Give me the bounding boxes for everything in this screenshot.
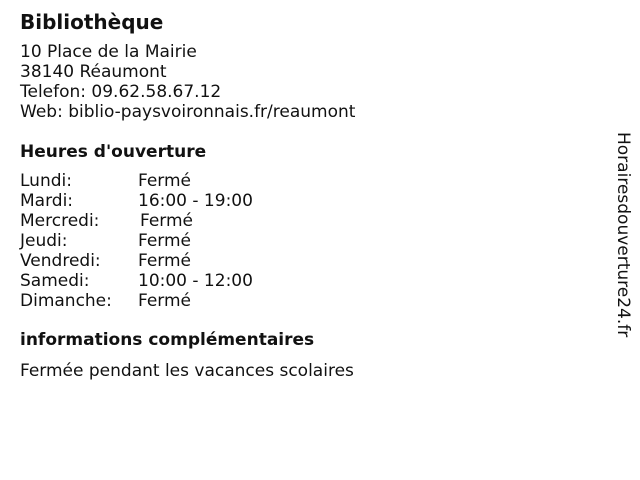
- day-hours: Fermé: [138, 171, 192, 191]
- hours-heading: Heures d'ouverture: [20, 142, 207, 162]
- hours-row-monday: [20, 171, 590, 191]
- day-hours: 16:00 - 19:00: [138, 191, 253, 211]
- day-label: Lundi:: [20, 171, 72, 191]
- info-heading: informations complémentaires: [20, 330, 315, 350]
- day-label: Mercredi:: [20, 211, 100, 231]
- website-link[interactable]: Web: biblio-paysvoironnais.fr/reaumont: [20, 102, 356, 122]
- day-hours: 10:00 - 12:00: [138, 271, 253, 291]
- day-label: Vendredi:: [20, 251, 101, 271]
- day-hours: Fermé: [138, 291, 192, 311]
- hours-row-thursday: [20, 231, 590, 251]
- address-block: [20, 42, 590, 122]
- phone-number: Telefon: 09.62.58.67.12: [20, 82, 222, 102]
- hours-row-sunday: [20, 291, 590, 311]
- address-city: 38140 Réaumont: [20, 62, 167, 82]
- hours-row-tuesday: [20, 191, 590, 211]
- hours-row-friday: [20, 251, 590, 271]
- day-label: Jeudi:: [20, 231, 68, 251]
- day-label: Samedi:: [20, 271, 90, 291]
- day-hours: Fermé: [138, 231, 192, 251]
- opening-hours-card: [20, 8, 590, 381]
- day-hours: Fermé: [138, 251, 192, 271]
- info-text: Fermée pendant les vacances scolaires: [20, 361, 354, 381]
- hours-row-wednesday: [20, 211, 590, 231]
- place-title: Bibliothèque: [20, 10, 164, 34]
- hours-row-saturday: [20, 271, 590, 291]
- day-label: Dimanche:: [20, 291, 112, 311]
- day-label: Mardi:: [20, 191, 74, 211]
- address-street: 10 Place de la Mairie: [20, 42, 197, 62]
- hours-table: [20, 171, 590, 311]
- day-hours: Fermé: [140, 211, 194, 231]
- site-watermark: Horairesdouverture24.fr: [613, 132, 633, 338]
